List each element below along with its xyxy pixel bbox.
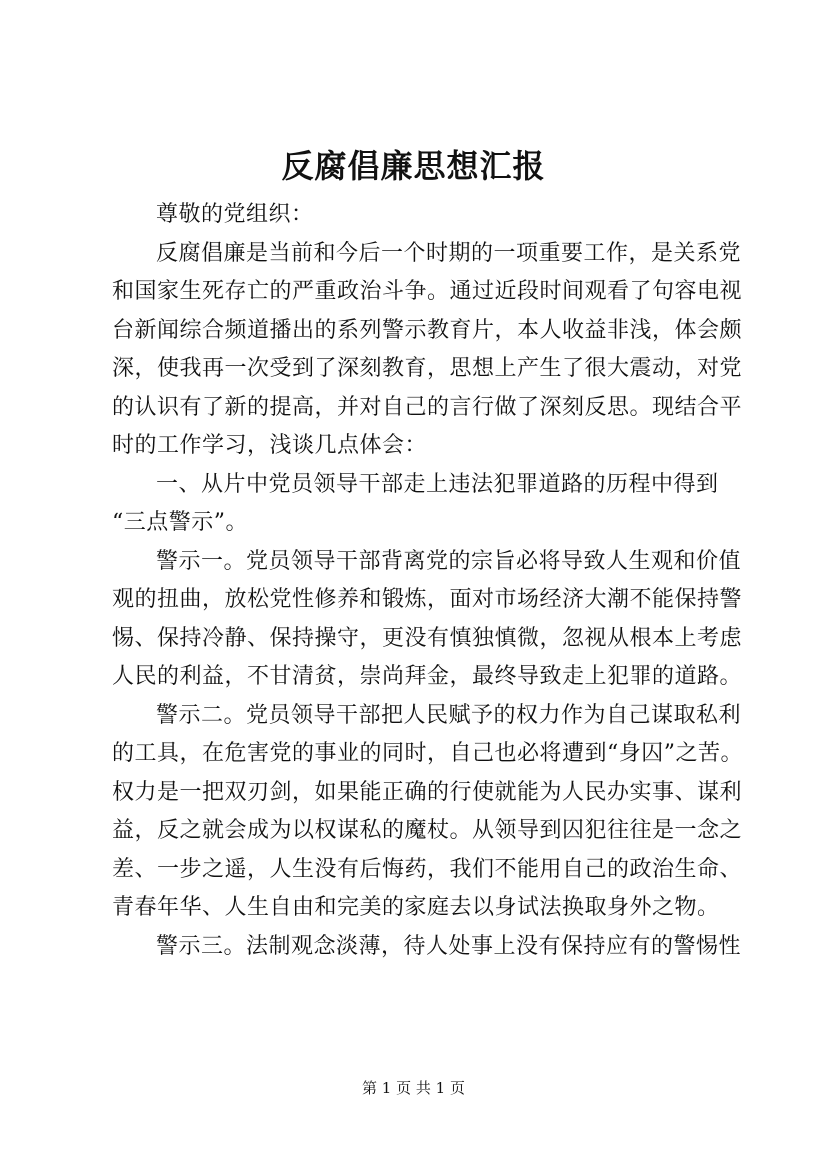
paragraph-line: 深，使我再一次受到了深刻教育，思想上产生了很大震动，对党 <box>112 356 743 381</box>
page-footer: 第 1 页 共 1 页 <box>362 1079 465 1097</box>
paragraph-line: 和国家生死存亡的严重政治斗争。通过近段时间观看了句容电视 <box>112 279 743 304</box>
section-heading-line: “三点警示”。 <box>112 510 248 535</box>
paragraph-line: 警示一。党员领导干部背离党的宗旨必将导致人生观和价值 <box>156 548 742 574</box>
paragraph-line: 的工具，在危害党的事业的同时，自己也必将遭到“身囚”之苦。 <box>112 741 743 766</box>
paragraph-line: 警示二。党员领导干部把人民赋予的权力作为自己谋取私利 <box>156 702 742 728</box>
paragraph-line: 的认识有了新的提高，并对自己的言行做了深刻反思。现结合平 <box>112 394 743 420</box>
paragraph-line: 权力是一把双刃剑，如果能正确的行使就能为人民办实事、谋利 <box>112 779 743 805</box>
paragraph-line: 差、一步之遥，人生没有后悔药，我们不能用自己的政治生命、 <box>112 856 743 882</box>
section-heading-line: 一、从片中党员领导干部走上违法犯罪道路的历程中得到 <box>156 471 719 497</box>
paragraph-line: 警示三。法制观念淡薄，待人处事上没有保持应有的警惕性 <box>156 933 742 959</box>
paragraph-line: 惕、保持冷静、保持操守，更没有慎独慎微，忽视从根本上考虑 <box>112 625 743 651</box>
paragraph-line: 益，反之就会成为以权谋私的魔杖。从领导到囚犯往往是一念之 <box>112 818 743 843</box>
paragraph-line: 反腐倡廉是当前和今后一个时期的一项重要工作，是关系党 <box>156 240 742 266</box>
paragraph-line: 人民的利益，不甘清贫，崇尚拜金，最终导致走上犯罪的道路。 <box>112 664 743 689</box>
document-body <box>112 196 743 966</box>
paragraph-line: 时的工作学习，浅谈几点体会： <box>112 433 428 458</box>
paragraph-line: 青春年华、人生自由和完美的家庭去以身试法换取身外之物。 <box>112 895 720 920</box>
salutation: 尊敬的党组织： <box>156 202 314 227</box>
paragraph-line: 台新闻综合频道播出的系列警示教育片，本人收益非浅，体会颇 <box>112 317 743 343</box>
document-title: 反腐倡廉思想汇报 <box>281 147 546 185</box>
paragraph-line: 观的扭曲，放松党性修养和锻炼，面对市场经济大潮不能保持警 <box>112 587 743 612</box>
